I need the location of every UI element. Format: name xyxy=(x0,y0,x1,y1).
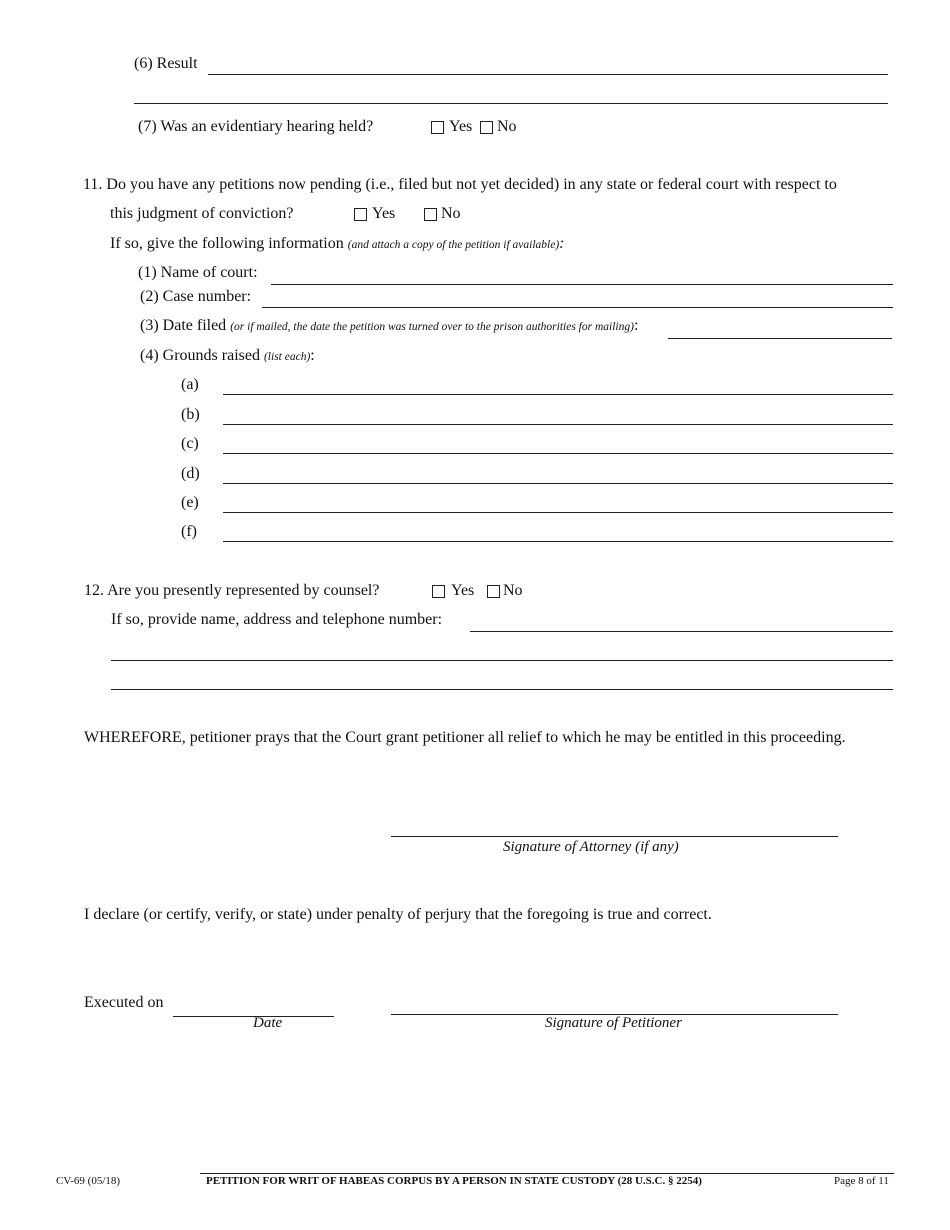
court-name-field-line[interactable] xyxy=(271,284,893,285)
wherefore-statement: WHEREFORE, petitioner prays that the Court grant petitioner all relief to which he may be entitled in this proceeding. xyxy=(84,729,846,746)
date-filed-field-line[interactable] xyxy=(668,338,892,339)
ground-f-field-line[interactable] xyxy=(223,541,893,542)
ground-b-field-line[interactable] xyxy=(223,424,893,425)
q12-no-checkbox[interactable] xyxy=(487,585,500,598)
q11-yes-label: Yes xyxy=(372,205,396,222)
date-filed-instruction xyxy=(140,318,638,334)
grounds-raised-colon: : xyxy=(310,347,315,364)
perjury-declaration: I declare (or certify, verify, or state) under penalty of perjury that the foregoing is true and correct. xyxy=(84,906,712,923)
grounds-raised-note: (list each) xyxy=(263,351,311,363)
q11-info-instruction xyxy=(110,236,565,252)
case-number-field-line[interactable] xyxy=(262,307,893,308)
counsel-info-label: If so, provide name, address and telephone number: xyxy=(111,611,443,628)
date-caption: Date xyxy=(253,1015,283,1031)
hearing-question-label: (7) Was an evidentiary hearing held? xyxy=(138,118,374,135)
ground-c-field-line[interactable] xyxy=(223,453,893,454)
attorney-signature-caption: Signature of Attorney (if any) xyxy=(503,839,679,855)
q11-info-note: (and attach a copy of the petition if available) xyxy=(347,239,560,251)
date-filed-label: (3) Date filed xyxy=(140,317,227,334)
court-name-label: (1) Name of court: xyxy=(138,264,258,281)
q11-info-label: If so, give the following information xyxy=(110,235,344,252)
q12-question: 12. Are you presently represented by counsel? xyxy=(84,582,380,599)
footer-title: PETITION FOR WRIT OF HABEAS CORPUS BY A PERSON IN STATE CUSTODY (28 U.S.C. § 2254) xyxy=(206,1175,702,1187)
q11-no-checkbox[interactable] xyxy=(424,208,437,221)
hearing-yes-checkbox[interactable] xyxy=(431,121,444,134)
result-field-line-1[interactable] xyxy=(208,74,888,75)
ground-item-label: (f) xyxy=(181,523,197,540)
counsel-info-field-line-2[interactable] xyxy=(111,660,893,661)
date-filed-note: (or if mailed, the date the petition was turned over to the prison authorities for mailing) xyxy=(230,321,634,333)
counsel-info-field-line-1[interactable] xyxy=(470,631,893,632)
hearing-yes-label: Yes xyxy=(449,118,473,135)
q11-question-line1: 11. Do you have any petitions now pending (i.e., filed but not yet decided) in any state or federal court with respect to xyxy=(83,176,837,193)
ground-item-label: (c) xyxy=(181,435,199,452)
grounds-raised-instruction xyxy=(140,348,315,364)
counsel-info-field-line-3[interactable] xyxy=(111,689,893,690)
ground-a-field-line[interactable] xyxy=(223,394,893,395)
attorney-signature-line[interactable] xyxy=(391,836,838,837)
result-field-line-2[interactable] xyxy=(134,103,888,104)
q11-yes-checkbox[interactable] xyxy=(354,208,367,221)
case-number-label: (2) Case number: xyxy=(140,288,252,305)
petitioner-signature-caption: Signature of Petitioner xyxy=(545,1015,682,1031)
q11-info-colon: : xyxy=(559,235,565,252)
ground-item-label: (a) xyxy=(181,376,199,393)
grounds-raised-label: (4) Grounds raised xyxy=(140,347,260,364)
date-filed-colon: : xyxy=(633,317,639,334)
ground-item-label: (d) xyxy=(181,465,200,482)
ground-item-label: (b) xyxy=(181,406,200,423)
ground-d-field-line[interactable] xyxy=(223,483,893,484)
footer-rule xyxy=(200,1173,894,1174)
executed-on-label: Executed on xyxy=(84,994,164,1011)
ground-item-label: (e) xyxy=(181,494,199,511)
result-label: (6) Result xyxy=(134,55,198,72)
q12-no-label: No xyxy=(503,582,523,599)
hearing-no-label: No xyxy=(497,118,517,135)
hearing-no-checkbox[interactable] xyxy=(480,121,493,134)
ground-e-field-line[interactable] xyxy=(223,512,893,513)
q12-yes-checkbox[interactable] xyxy=(432,585,445,598)
footer-form-id: CV-69 (05/18) xyxy=(56,1175,121,1187)
q11-no-label: No xyxy=(441,205,461,222)
q11-question-line2: this judgment of conviction? xyxy=(110,205,294,222)
q12-yes-label: Yes xyxy=(451,582,475,599)
footer-page-number: Page 8 of 11 xyxy=(834,1175,889,1187)
